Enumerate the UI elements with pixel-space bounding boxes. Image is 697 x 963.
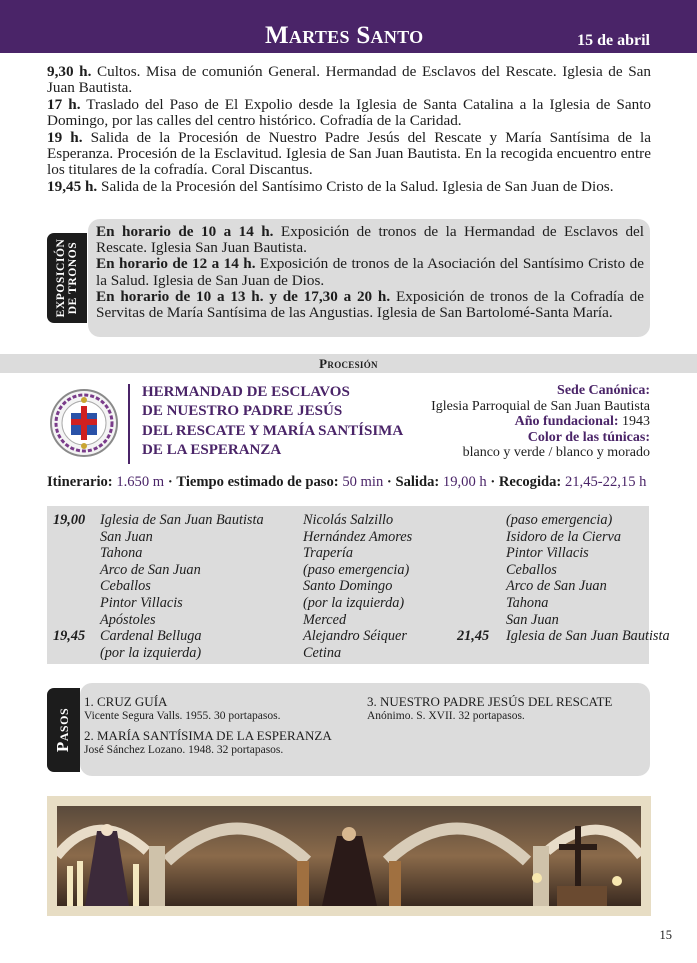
exposicion-tab-line2: DE TRONOS [67,241,79,315]
schedule-time: 9,30 h. [47,63,92,80]
schedule-time: 19,45 h. [47,177,98,195]
route-row: Cetina [303,644,342,661]
schedule-text: Traslado del Paso de El Expolio desde la Iglesia de Santa Catalina a la Iglesia de Santo Domingo, por las calles del centro histórico. Cofradía de la Caridad. [47,95,652,130]
schedule-time: 17 h. [47,95,81,113]
paso-detail: Vicente Segura Valls. 1955. 30 portapasos. [84,710,281,722]
route-column-2 [303,512,412,661]
pasos-tab-label: Pasos [53,707,72,753]
hermandad-info [431,383,650,461]
ano-value: 1943 [622,414,650,429]
hermandad-emblem-icon [49,388,119,458]
exposicion-item [96,224,644,256]
pasos-tab [47,688,80,772]
paso-name: 1. CRUZ GUÍA [84,694,168,709]
schedule-text: Salida de la Procesión de Nuestro Padre Jesús del Rescate y María Santísima de la Esperanza. Procesión de la Esclavitud. Iglesia de San Juan Bautista. En la recogida encuentro entre los titulares de la cofradía. Coral Discantus. [47,128,651,179]
exposicion-time: En horario de 10 a 13 h. y de 17,30 a 20 h. [96,287,391,305]
ano-label: Año fundacional: [514,414,619,429]
route-row: Trapería [303,545,354,562]
route-row: Merced [303,611,347,628]
pasos-panel [80,683,650,776]
page-header [0,0,697,53]
schedule-item [47,130,651,179]
exposicion-panel [88,219,650,337]
tiempo-value: 50 min [342,474,384,490]
procession-photo [47,796,651,916]
exposicion-time: En horario de 10 a 14 h. [96,223,274,240]
route-row: Alejandro Séiquer [303,628,407,645]
hermandad-divider [128,384,130,464]
sede-label: Sede Canónica: [557,383,650,398]
exposicion-text: Exposición de tronos de la Hermandad de Esclavos del Rescate. Iglesia San Juan Bautista. [96,223,645,257]
route-row: Santo Domingo [303,578,393,595]
schedule-text: Salida de la Procesión del Santísimo Cristo de la Salud. Iglesia de San Juan de Dios. [97,177,614,195]
paso-item [367,694,612,724]
schedule-item [47,64,651,97]
paso-detail: José Sánchez Lozano. 1948. 32 portapasos. [84,744,284,756]
schedule-text: Cultos. Misa de comunión General. Hermandad de Esclavos del Rescate. Iglesia de San Juan Bautista. [47,63,651,97]
page-date: 15 de abril [577,32,650,49]
schedule-time: 19 h. [47,128,83,146]
schedule-item [47,179,651,195]
paso-item [84,694,280,724]
exposicion-tab [47,233,87,323]
paso-item [84,728,332,758]
exposicion-time: En horario de 12 a 14 h. [96,255,256,273]
itinerario-summary: Itinerario: 1.650 m · Tiempo estimado de paso: 50 min · Salida: 19,00 h · Recogida: 21,45-22,15 h [47,474,647,490]
page-title: Martes Santo [265,22,424,49]
paso-name: 2. MARÍA SANTÍSIMA DE LA ESPERANZA [84,728,332,743]
route-row: Nicolás Salzillo [303,512,394,528]
page-number: 15 [659,928,672,942]
route-row: (por la izquierda) [303,594,405,611]
route-row: (paso emergencia) [303,561,410,578]
exposicion-tab-line1: EXPOSICIÓN [55,238,67,318]
recogida-value: 21,45-22,15 h [564,474,647,490]
exposicion-text: Exposición de tronos de la Cofradía de Servitas de María Santísima de las Angustias. Iglesia de San Bartolomé-Santa María. [96,287,644,322]
church-interior-image [57,806,641,906]
procesion-section-label: Procesión [319,356,378,371]
paso-name: 3. NUESTRO PADRE JESÚS DEL RESCATE [367,694,613,709]
paso-detail: Anónimo. S. XVII. 32 portapasos. [367,710,525,722]
route-panel: 19,00 Iglesia de San Juan Bautista San Juan Tahona Arco de San Juan Ceballos Pintor Villacis Apóstoles 19,45 Cardenal Belluga (por la izquierda) Nicolás Salzillo Hernández Amores Trapería (paso emergencia) Santo Domingo (por la izquierda) Merced Alejandro Séiquer Cetina (paso emergencia) Isidoro de la Cierva Pintor Villacis Ceballos Arco de San Juan Tahona San Juan 21,45 Iglesia de San Juan Bautista [47,506,649,664]
exposicion-item [96,289,644,321]
schedule-item [47,97,651,130]
exposicion-text: Exposición de tronos de la Asociación del Santísimo Cristo de la Salud. Iglesia de San Juan de Dios. [96,255,645,289]
sede-value: Iglesia Parroquial de San Juan Bautista [431,398,650,414]
hermandad-name: HERMANDAD DE ESCLAVOS DE NUESTRO PADRE JESÚS DEL RESCATE Y MARÍA SANTÍSIMA DE LA ESPERANZA [142,384,404,459]
itinerario-value: 1.650 m [116,474,165,490]
color-label: Color de las túnicas: [527,429,650,445]
color-value: blanco y verde / blanco y morado [462,445,650,460]
salida-value: 19,00 h [442,474,487,490]
exposicion-item [96,256,644,288]
route-row: Hernández Amores [303,528,413,545]
procesion-section-bar [0,354,697,373]
schedule-list [47,64,651,195]
